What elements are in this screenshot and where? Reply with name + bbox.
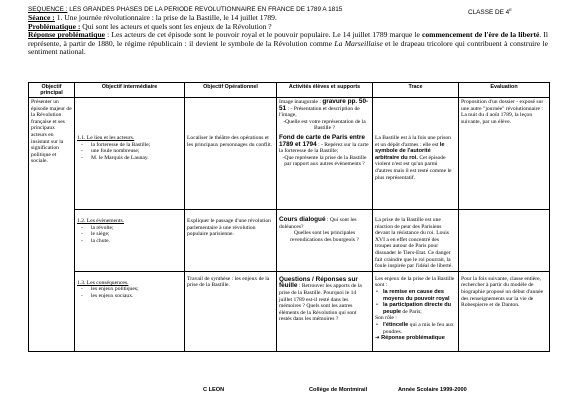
footer-author: C LEON [203, 387, 225, 393]
act1-map-text: : - Repérez sur la carte la forteresse de la Bastille; [279, 141, 369, 155]
trace1-bold: le symbole de l'autorité arbitraire du roi. [375, 141, 445, 161]
oper-text-1: Localiser le théâtre des opérations et les principaux personnages du conflit. [187, 135, 272, 148]
act3-bold: Questions / Réponses sur feuille [279, 275, 358, 290]
class-superscript: E [509, 7, 512, 12]
class-label: CLASSE DE 4 [468, 9, 510, 17]
act2-bold: Cours dialogué [279, 216, 326, 223]
table-header-row [29, 83, 550, 98]
act1-map-bold: Fond de carte de Paris entre 1789 et 1794 [279, 133, 365, 148]
list-item: - les enjeux politiques; [91, 286, 182, 293]
act1-bold: gravure pp. 50- 51 [279, 98, 369, 112]
reponse-text-1: : Les acteurs de cet épisode sont le pouvoir royal et le pouvoir populaire. Le 14 juillet 1789 marque le [107, 30, 420, 40]
intro-block [28, 14, 548, 57]
cell-act-1 [277, 98, 373, 210]
trace3-list-2 [375, 322, 456, 335]
cell-inter-2 [75, 210, 185, 272]
cell-eval-1: Proposition d'un dossier - exposé sur une autre "journée" révolutionnaire : La nuit du 4 août 1789, la leçon suivante, par un élève. [459, 98, 550, 210]
list-item: - la chute. [91, 238, 182, 245]
reponse-label: Réponse problématique [28, 30, 106, 40]
cell-trace-2 [373, 210, 459, 272]
list-item [383, 302, 456, 315]
list-item: - le siège; [91, 231, 182, 238]
col-header-intermediaire: Objectif intermédiaire [75, 83, 185, 98]
trace3-item-bold: l'étincelle [383, 321, 409, 328]
inter-list-3 [77, 286, 182, 299]
act1-text: : - Présentation et description de l'image, [279, 105, 360, 119]
cell-inter-1 [75, 98, 185, 210]
trace3-item-rest: qui a mis le feu aux poudres. [383, 321, 454, 335]
footer-school: Collège de Montmirail [309, 387, 368, 393]
seance-label: Séance : [28, 13, 55, 22]
cell-oper-3 [185, 271, 277, 351]
seance-text: 1. Une journée révolutionnaire : la prise de la Bastille, le 14 juillet 1789. [56, 13, 277, 22]
cell-act-2 [277, 210, 373, 272]
trace1-text-1: La Bastille est à la fois une prison et un dépôt d'armes : elle est [375, 135, 451, 148]
trace3-item-bold: la remise en cause des moyens du pouvoir royal [383, 288, 450, 302]
act3-text: : Retrouver les apports de la prise de la Bastille. Pourquoi le 14 juillet 1789 est-il resté dans les mémoires ? Quels sont les autres éléments de la Révolution qui sont restés dans les mémoires ? [279, 283, 362, 323]
act1-label: Image inaugurale : [279, 99, 321, 105]
oper-text-3: Travail de synthèse : les enjeux de la prise de la Bastille. [187, 275, 270, 289]
list-item: - la révolte; [91, 225, 182, 232]
trace1-text-2: Cet épisode violent n'est est qu'un parmi d'autres mais il est resté comme le plus représentatif. [375, 154, 452, 181]
list-item: - M. le Marquis de Launay. [91, 155, 182, 162]
reponse-bold: commencement de l'ère de la liberté [421, 30, 540, 40]
reponse-text-2: . Il représente, à partir de 1880, le régime républicain : il devient le symbole de la Révolution comme [28, 30, 548, 48]
cell-eval-3 [459, 271, 550, 351]
list-item: - la forteresse de la Bastille; [91, 142, 182, 149]
list-item: - une foule nombreuse; [91, 148, 182, 155]
lesson-table [28, 82, 550, 352]
problematique-text: Qui sont les acteurs et quels sont les enjeux de la Révolution ? [82, 21, 272, 31]
inter-list-2 [77, 225, 182, 245]
table-row [29, 210, 550, 272]
list-item: - les enjeux sociaux. [91, 293, 182, 300]
col-header-trace: Trace [373, 83, 459, 98]
inter-title-2: 1.2. Les évènements. [77, 218, 125, 224]
list-item [383, 322, 456, 335]
col-header-principal: Objectif principal [29, 83, 75, 98]
inter-title-3: 1.3. Les conséquences. [77, 279, 129, 286]
reponse-paragraph [28, 31, 548, 57]
cell-oper-2 [185, 210, 277, 272]
inter-list-1 [77, 142, 182, 162]
act1-map-question: -Que représente la prise de la Bastille par rapport aux autres évènements ? [282, 154, 367, 168]
cell-trace-1 [373, 98, 459, 210]
trace3-role: Son rôle : [375, 315, 397, 322]
act1-question: -Quelle est votre représentation de la Bastille ? [283, 118, 366, 132]
oper-text-2: Expliquer le passage d'une révolution parlementaire à une révolution populaire parisienne. [187, 218, 271, 238]
act2-text-1: : Qui sont les doléances? [279, 217, 357, 230]
cell-eval-2 [459, 210, 550, 272]
cell-act-3 [277, 271, 373, 351]
trace3-item-bold: la participation directe du peuple [383, 302, 452, 315]
trace3-list [375, 289, 456, 315]
list-item [383, 289, 456, 302]
sequence-title: LES GRANDES PHASES DE LA PERIODE REVOLUTIONNAIRE EN FRANCE DE 1789 A 1815 [69, 6, 343, 13]
table-row [29, 271, 550, 351]
footer-year: Année Scolaire 1999-2000 [398, 387, 467, 393]
act2-text-2: Quelles sont les principales revendications des bourgeois ? [290, 230, 359, 243]
trace3-item-rest: de Paris; [401, 308, 422, 315]
sequence-label: SEQUENCE : [28, 6, 68, 13]
cell-oper-1 [185, 98, 277, 210]
problematique-label: Problématique : [28, 21, 81, 31]
table-row [29, 98, 550, 210]
arrow-bullet-icon: ➔ [375, 335, 380, 342]
eval3-text: Pour la fois suivante, classe entière, rechercher à partir du modèle de biographie proposé un début d'année des renseignements sur la vie de Robespierre et de Danton. [461, 275, 544, 309]
reponse-text-3: et le drapeau tricolore qui contribuent à construire le sentiment national. [28, 38, 548, 57]
cell-inter-3 [75, 271, 185, 351]
reponse-italic: La Marseillaise [334, 38, 383, 48]
cell-trace-3 [373, 271, 459, 351]
trace3-intro: Les enjeux de la prise de la Bastille sont : [375, 275, 455, 289]
col-header-operationnel: Objectif Opérationnel [185, 83, 277, 98]
inter-title-1: 1.1. Le lieu et les acteurs. [77, 135, 135, 141]
trace3-reponse-bold: Réponse problématique [381, 335, 445, 342]
trace3-reponse [375, 335, 456, 342]
trace2-text: La prise de la Bastille est une réaction de peur des Parisiens devant la résistance du roi. Louis XVI a en effet concentré des troupes autour de Paris pour dissuader le Tiers-Etat. Ce danger fait craindre que le roi pourrait, la foule inspirée par l'idéal de liberté. [375, 217, 453, 270]
cell-objectif-principal: Présenter un épisode majeur de la Révolution française et ses principaux acteurs en insistant sur la signification politique et sociale. [29, 98, 75, 352]
col-header-evaluation: Evaluation [459, 83, 550, 98]
col-header-activites: Activités élèves et supports [277, 83, 373, 98]
